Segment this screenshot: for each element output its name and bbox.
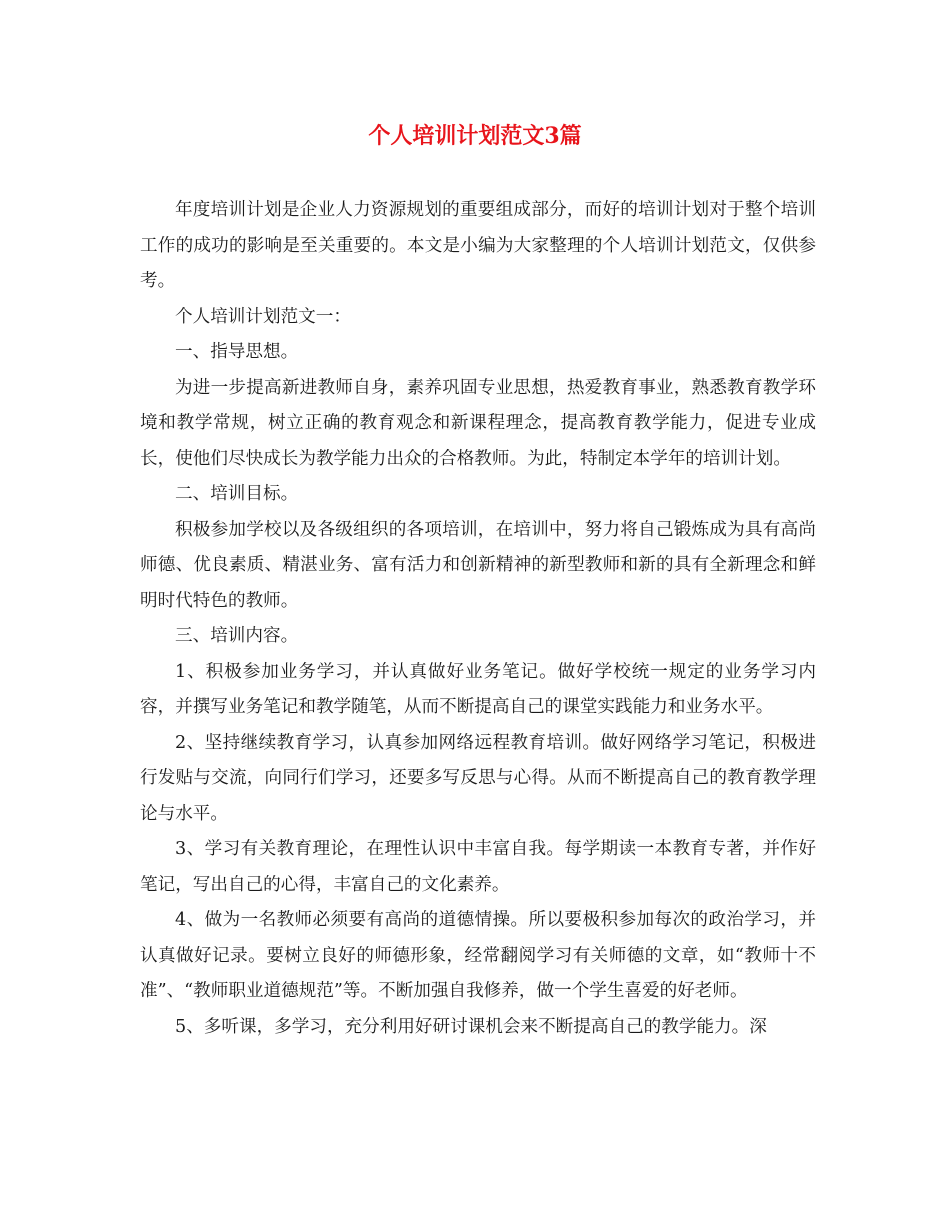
paragraph-item-3: 3、学习有关教育理论，在理性认识中丰富自我。每学期读一本教育专著，并作好笔记，写出自己的心得，丰富自己的文化素养。	[140, 839, 816, 895]
paragraph-intro: 年度培训计划是企业人力资源规划的重要组成部分，而好的培训计划对于整个培训工作的成功的影响是至关重要的。本文是小编为大家整理的个人培训计划范文，仅供参考。	[140, 200, 816, 291]
document-title: 个人培训计划范文3篇	[368, 123, 582, 149]
paragraph-item-5: 5、多听课，多学习，充分利用好研讨课机会来不断提高自己的教学能力。深	[175, 1016, 767, 1037]
paragraph-heading-training-content: 三、培训内容。	[175, 626, 299, 646]
paragraph-item-4: 4、做为一名教师必须要有高尚的道德情操。所以要极积参加每次的政治学习，并认真做好记录。要树立良好的师德形象，经常翻阅学习有关师德的文章，如“教师十不准”、“教师职业道德规范”等。不断加强自我修养，做一个学生喜爱的好老师。	[140, 910, 816, 1001]
paragraph-heading-training-goals: 二、培训目标。	[175, 484, 299, 504]
paragraph-item-2: 2、坚持继续教育学习，认真参加网络远程教育培训。做好网络学习笔记，积极进行发贴与交流，向同行们学习，还要多写反思与心得。从而不断提高自己的教育教学理论与水平。	[140, 732, 816, 824]
document-body	[140, 193, 816, 1045]
paragraph-item-1: 1、积极参加业务学习，并认真做好业务笔记。做好学校统一规定的业务学习内容，并撰写业务笔记和教学随笔，从而不断提高自己的课堂实践能力和业务水平。	[140, 661, 816, 717]
paragraph-section-heading: 个人培训计划范文一：	[175, 306, 351, 327]
paragraph-guiding-thought: 为进一步提高新进教师自身，素养巩固专业思想，热爱教育事业，熟悉教育教学环境和教学常规，树立正确的教育观念和新课程理念，提高教育教学能力，促进专业成长，使他们尽快成长为教学能力出众的合格教师。为此，特制定本学年的培训计划。	[140, 377, 816, 469]
paragraph-training-goals: 积极参加学校以及各级组织的各项培训，在培训中，努力将自己锻炼成为具有高尚师德、优良素质、精湛业务、富有活力和创新精神的新型教师和新的具有全新理念和鲜明时代特色的教师。	[140, 519, 816, 611]
paragraph-heading-guiding-thought: 一、指导思想。	[175, 342, 299, 362]
